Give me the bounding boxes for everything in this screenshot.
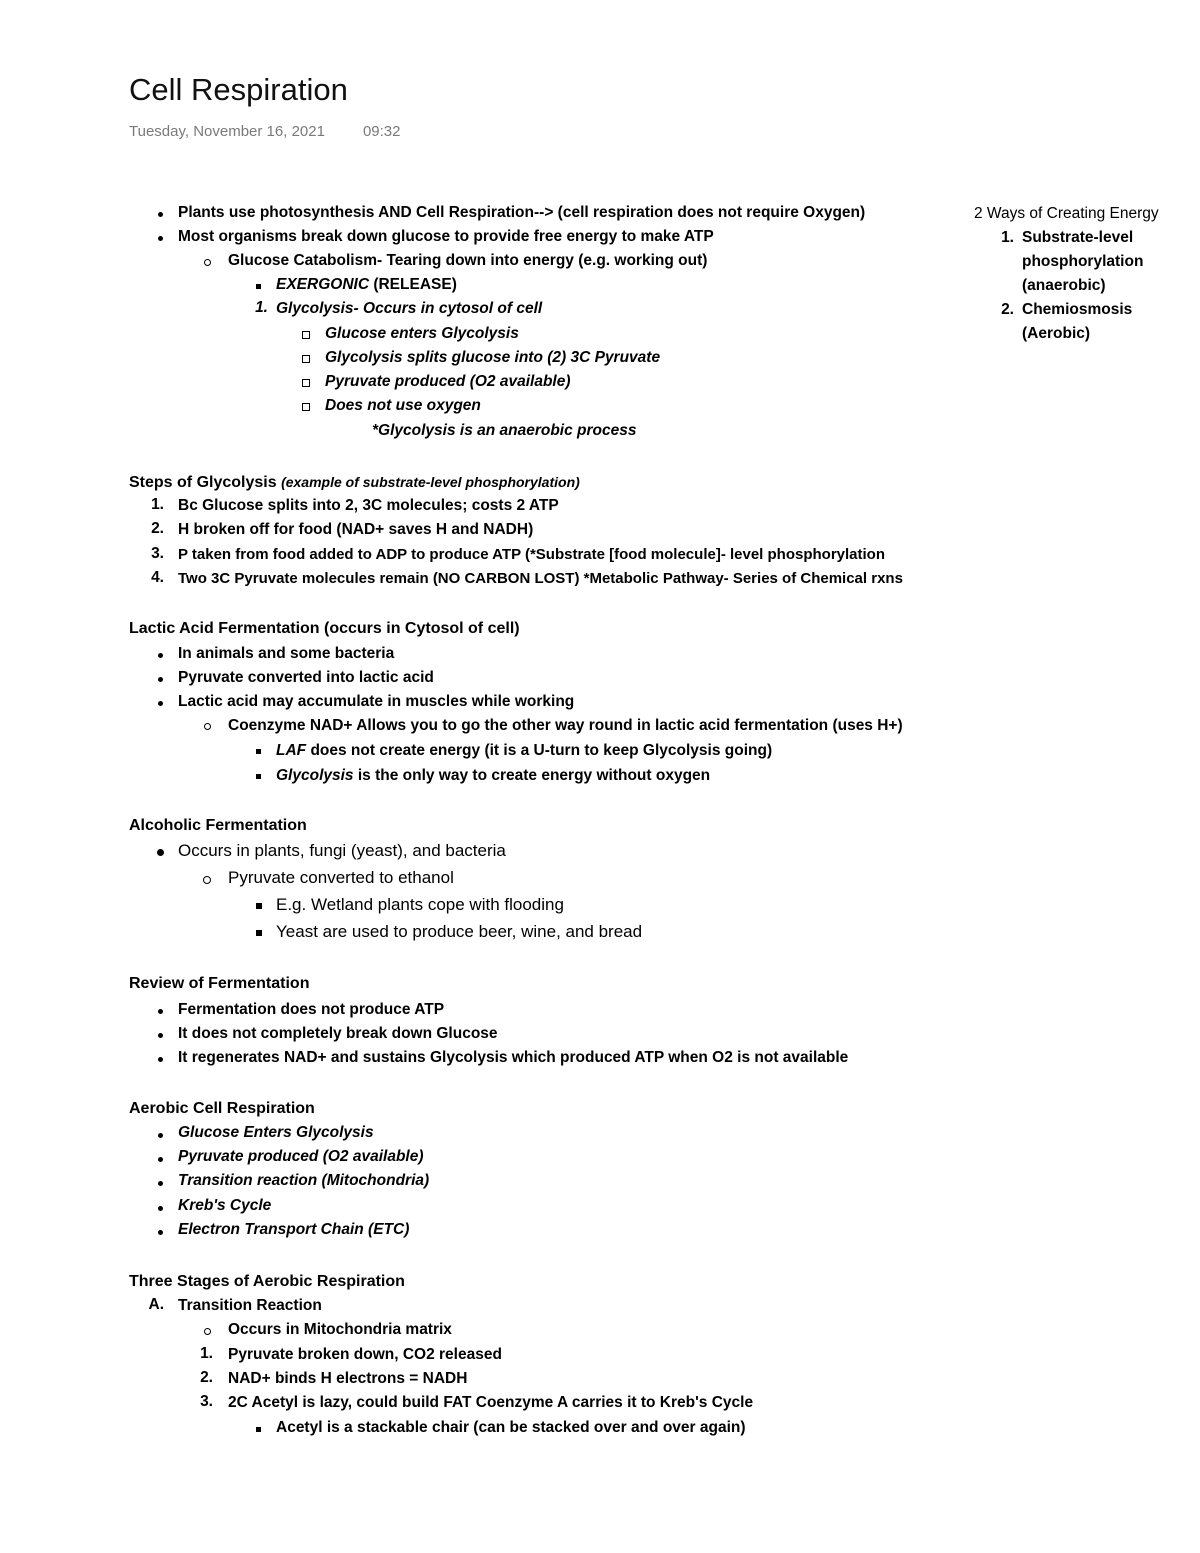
page-title: Cell Respiration bbox=[129, 72, 348, 107]
laf-detail-term: LAF bbox=[276, 742, 307, 759]
aerobic-item: Electron Transport Chain (ETC) bbox=[178, 1221, 410, 1238]
side-note bbox=[974, 202, 1194, 346]
bullet-circle bbox=[204, 1328, 211, 1335]
side-item-number: 2. bbox=[1001, 301, 1014, 318]
side-item bbox=[974, 298, 1194, 346]
laf-bullet: In animals and some bacteria bbox=[178, 645, 395, 662]
bullet-dot bbox=[158, 653, 163, 658]
laf-detail-text: is the only way to create energy without oxygen bbox=[353, 767, 711, 784]
steps-item: Two 3C Pyruvate molecules remain (NO CARBON LOST) *Metabolic Pathway- Series of Chemical rxns bbox=[178, 570, 903, 587]
page-time: 09:32 bbox=[362, 123, 401, 140]
bullet-square bbox=[256, 774, 261, 779]
stages-step: NAD+ binds H electrons = NADH bbox=[228, 1370, 468, 1387]
stages-item: Transition Reaction bbox=[178, 1297, 322, 1314]
list-number: 3. bbox=[200, 1393, 213, 1410]
side-item-text: Chemiosmosis (Aerobic) bbox=[1022, 301, 1133, 342]
bullet-circle bbox=[204, 723, 211, 730]
intro-bullet: Plants use photosynthesis AND Cell Respiration--> (cell respiration does not require Oxygen) bbox=[178, 204, 866, 221]
laf-bullet: Lactic acid may accumulate in muscles while working bbox=[178, 693, 575, 710]
exergonic-term: EXERGONIC bbox=[276, 276, 370, 293]
list-number: 1. bbox=[151, 496, 164, 513]
bullet-circle bbox=[204, 259, 211, 266]
list-number: 1. bbox=[200, 1345, 213, 1362]
bullet-dot bbox=[158, 236, 163, 241]
laf-detail-term: Glycolysis bbox=[276, 767, 354, 784]
list-number: 3. bbox=[151, 545, 164, 562]
steps-item: Bc Glucose splits into 2, 3C molecules; costs 2 ATP bbox=[178, 497, 559, 514]
alcoholic-detail: E.g. Wetland plants cope with flooding bbox=[276, 895, 564, 914]
bullet-dot bbox=[158, 1033, 163, 1038]
side-item-text: Substrate-level phosphorylation (anaerobic) bbox=[1022, 229, 1144, 294]
review-bullet: Fermentation does not produce ATP bbox=[178, 1001, 445, 1018]
bullet-dot bbox=[158, 1157, 163, 1162]
section-heading-alcoholic: Alcoholic Fermentation bbox=[129, 817, 307, 834]
alcoholic-detail: Yeast are used to produce beer, wine, and bread bbox=[276, 922, 643, 941]
bullet-square bbox=[256, 903, 262, 909]
bullet-dot bbox=[158, 1009, 163, 1014]
laf-detail-text: does not create energy (it is a U-turn to keep Glycolysis going) bbox=[306, 742, 773, 759]
exergonic-note: (RELEASE) bbox=[373, 276, 457, 293]
intro-sub-bullet: Glucose Catabolism- Tearing down into energy (e.g. working out) bbox=[228, 252, 708, 269]
steps-heading: Steps of Glycolysis bbox=[129, 474, 277, 491]
bullet-square bbox=[256, 930, 262, 936]
glycolysis-point: Glycolysis splits glucose into (2) 3C Pyruvate bbox=[325, 349, 661, 366]
bullet-open-square bbox=[302, 355, 310, 363]
steps-item: H broken off for food (NAD+ saves H and NADH) bbox=[178, 521, 534, 538]
stages-sub-bullet: Occurs in Mitochondria matrix bbox=[228, 1321, 452, 1338]
bullet-dot bbox=[158, 1133, 163, 1138]
glycolysis-point: Pyruvate produced (O2 available) bbox=[325, 373, 571, 390]
bullet-square bbox=[256, 749, 261, 754]
steps-heading-note: (example of substrate-level phosphorylation) bbox=[281, 474, 580, 490]
section-heading-steps bbox=[129, 472, 580, 493]
laf-detail bbox=[276, 741, 772, 761]
intro-bullet: Most organisms break down glucose to provide free energy to make ATP bbox=[178, 228, 714, 245]
glycolysis-point: Glucose enters Glycolysis bbox=[325, 325, 519, 342]
glycolysis-note: *Glycolysis is an anaerobic process bbox=[372, 422, 637, 439]
list-number: 2. bbox=[200, 1369, 213, 1386]
bullet-dot bbox=[158, 1230, 163, 1235]
bullet-dot bbox=[158, 1206, 163, 1211]
side-item-number: 1. bbox=[1001, 229, 1014, 246]
section-heading-aerobic: Aerobic Cell Respiration bbox=[129, 1100, 315, 1117]
steps-item: P taken from food added to ADP to produce ATP (*Substrate [food molecule]- level phosphorylation bbox=[178, 546, 886, 563]
intro-glycolysis: Glycolysis- Occurs in cytosol of cell bbox=[276, 300, 543, 317]
bullet-dot bbox=[158, 1181, 163, 1186]
side-item bbox=[974, 226, 1194, 298]
page-date: Tuesday, November 16, 2021 bbox=[129, 123, 325, 140]
bullet-open-square bbox=[302, 379, 310, 387]
bullet-dot bbox=[157, 849, 164, 856]
bullet-dot bbox=[158, 1057, 163, 1062]
bullet-square bbox=[256, 1427, 261, 1432]
laf-detail bbox=[276, 766, 710, 786]
section-heading-stages: Three Stages of Aerobic Respiration bbox=[129, 1273, 405, 1290]
list-letter: A. bbox=[148, 1296, 164, 1313]
bullet-square bbox=[256, 284, 261, 289]
side-note-title: 2 Ways of Creating Energy bbox=[974, 205, 1159, 222]
alcoholic-sub-bullet: Pyruvate converted to ethanol bbox=[228, 868, 454, 887]
laf-bullet: Pyruvate converted into lactic acid bbox=[178, 669, 434, 686]
stages-detail: Acetyl is a stackable chair (can be stacked over and over again) bbox=[276, 1419, 746, 1436]
laf-sub-bullet: Coenzyme NAD+ Allows you to go the other way round in lactic acid fermentation (uses H+) bbox=[228, 717, 903, 734]
page-meta bbox=[129, 123, 401, 140]
review-bullet: It regenerates NAD+ and sustains Glycolysis which produced ATP when O2 is not available bbox=[178, 1049, 849, 1066]
section-heading-review: Review of Fermentation bbox=[129, 975, 310, 992]
bullet-open-square bbox=[302, 403, 310, 411]
section-heading-laf: Lactic Acid Fermentation (occurs in Cytosol of cell) bbox=[129, 620, 520, 637]
list-number: 2. bbox=[151, 520, 164, 537]
intro-exergonic bbox=[276, 275, 457, 295]
bullet-open-square bbox=[302, 331, 310, 339]
stages-step: Pyruvate broken down, CO2 released bbox=[228, 1346, 502, 1363]
aerobic-item: Glucose Enters Glycolysis bbox=[178, 1124, 374, 1141]
bullet-circle bbox=[203, 876, 211, 884]
aerobic-item: Kreb's Cycle bbox=[178, 1197, 272, 1214]
aerobic-item: Transition reaction (Mitochondria) bbox=[178, 1172, 430, 1189]
bullet-dot bbox=[158, 701, 163, 706]
glycolysis-point: Does not use oxygen bbox=[325, 397, 481, 414]
list-number: 4. bbox=[151, 569, 164, 586]
list-number: 1. bbox=[255, 299, 268, 316]
stages-step: 2C Acetyl is lazy, could build FAT Coenzyme A carries it to Kreb's Cycle bbox=[228, 1394, 754, 1411]
aerobic-item: Pyruvate produced (O2 available) bbox=[178, 1148, 424, 1165]
alcoholic-bullet: Occurs in plants, fungi (yeast), and bacteria bbox=[178, 841, 506, 860]
bullet-dot bbox=[158, 677, 163, 682]
review-bullet: It does not completely break down Glucose bbox=[178, 1025, 498, 1042]
bullet-dot bbox=[158, 212, 163, 217]
